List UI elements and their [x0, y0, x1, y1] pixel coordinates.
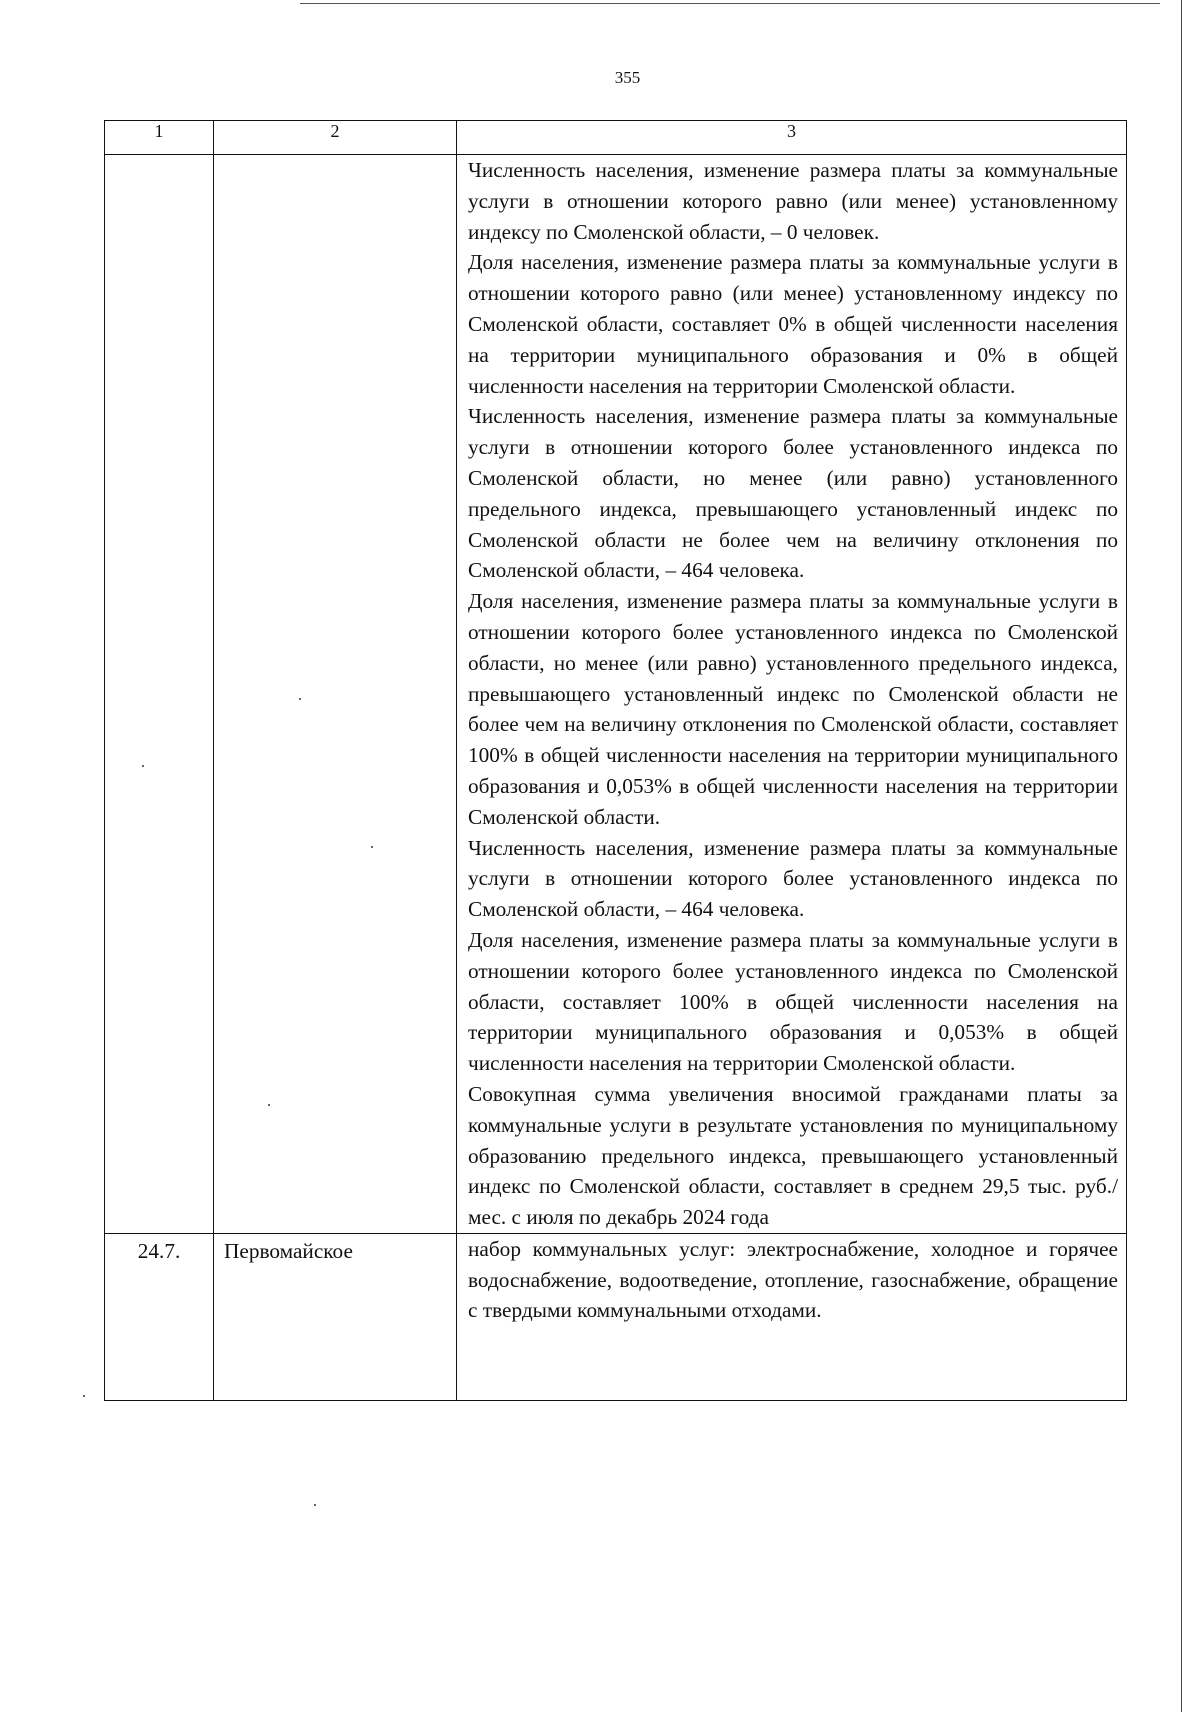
- paragraph-utility-set: набор коммунальных услуг: электроснабжение, холодное и горячее водоснабжение, водоотведение, отопление, газоснабжение, обращение с твердыми коммунальными отходами.: [468, 1236, 1118, 1323]
- scan-edge-right: [1181, 0, 1182, 1712]
- paragraph-population-share-at-index: Доля населения, изменение размера платы за коммунальные услуги в отношении которого равно (или менее) установленному индексу по Смоленской области, составляет 0% в общей численности населения на территории муниципального образования и 0% в общей численности населения на территории Смоленской области.: [468, 250, 1118, 398]
- scan-speck: [142, 765, 144, 767]
- scan-speck: [314, 1504, 316, 1506]
- page-number: 355: [614, 68, 641, 87]
- paragraph-total-increase: Совокупная сумма увеличения вносимой гражданами платы за коммунальные услуги в результате установления по муниципальному образованию предельного индекса, превышающего установленный индекс по Смоленской области, составляет в среднем 29,5 тыс. руб./мес. с июля по декабрь 2024 года: [468, 1081, 1118, 1230]
- cell-number-empty: [105, 155, 214, 1234]
- cell-municipality-name: Первомайское: [214, 1233, 457, 1400]
- cell-description: [457, 155, 1127, 1234]
- scan-edge-top: [300, 3, 1160, 4]
- table-header-row: [105, 121, 1127, 155]
- cell-description: [457, 1233, 1127, 1400]
- scan-speck: [299, 698, 301, 700]
- paragraph-population-count-within-limit: Численность населения, изменение размера платы за коммунальные услуги в отношении которого более установленного индекса по Смоленской области, но менее (или равно) установленного предельного индекса, превышающего установленный индекс по Смоленской области не более чем на величину отклонения по Смоленской области, – 464 человека.: [468, 404, 1118, 583]
- table-row-continuation: [105, 155, 1127, 1234]
- table-row: [105, 1233, 1127, 1400]
- scan-speck: [371, 846, 373, 848]
- cell-row-number: 24.7.: [105, 1233, 214, 1400]
- paragraph-population-count-at-index: Численность населения, изменение размера платы за коммунальные услуги в отношении которого равно (или менее) установленному индексу по Смоленской области, – 0 человек.: [468, 158, 1118, 244]
- cell-name-empty: [214, 155, 457, 1234]
- paragraph-population-share-within-limit: Доля населения, изменение размера платы за коммунальные услуги в отношении которого более установленного индекса по Смоленской области, но менее (или равно) установленного предельного индекса, превышающего установленный индекс по Смоленской области не более чем на величину отклонения по Смоленской области, составляет 100% в общей численности населения на территории муниципального образования и 0,053% в общей численности населения на территории Смоленской области.: [468, 589, 1118, 829]
- column-header-2: 2: [214, 121, 457, 155]
- column-header-1: 1: [105, 121, 214, 155]
- column-header-3: 3: [457, 121, 1127, 155]
- paragraph-population-share-above-index: Доля населения, изменение размера платы за коммунальные услуги в отношении которого более установленного индекса по Смоленской области, составляет 100% в общей численности населения на территории муниципального образования и 0,053% в общей численности населения на территории Смоленской области.: [468, 927, 1118, 1076]
- paragraph-population-count-above-index: Численность населения, изменение размера платы за коммунальные услуги в отношении которого более установленного индекса по Смоленской области, – 464 человека.: [468, 835, 1118, 922]
- scan-speck: [83, 1395, 85, 1397]
- data-table: [104, 120, 1127, 1401]
- scan-speck: [268, 1104, 270, 1106]
